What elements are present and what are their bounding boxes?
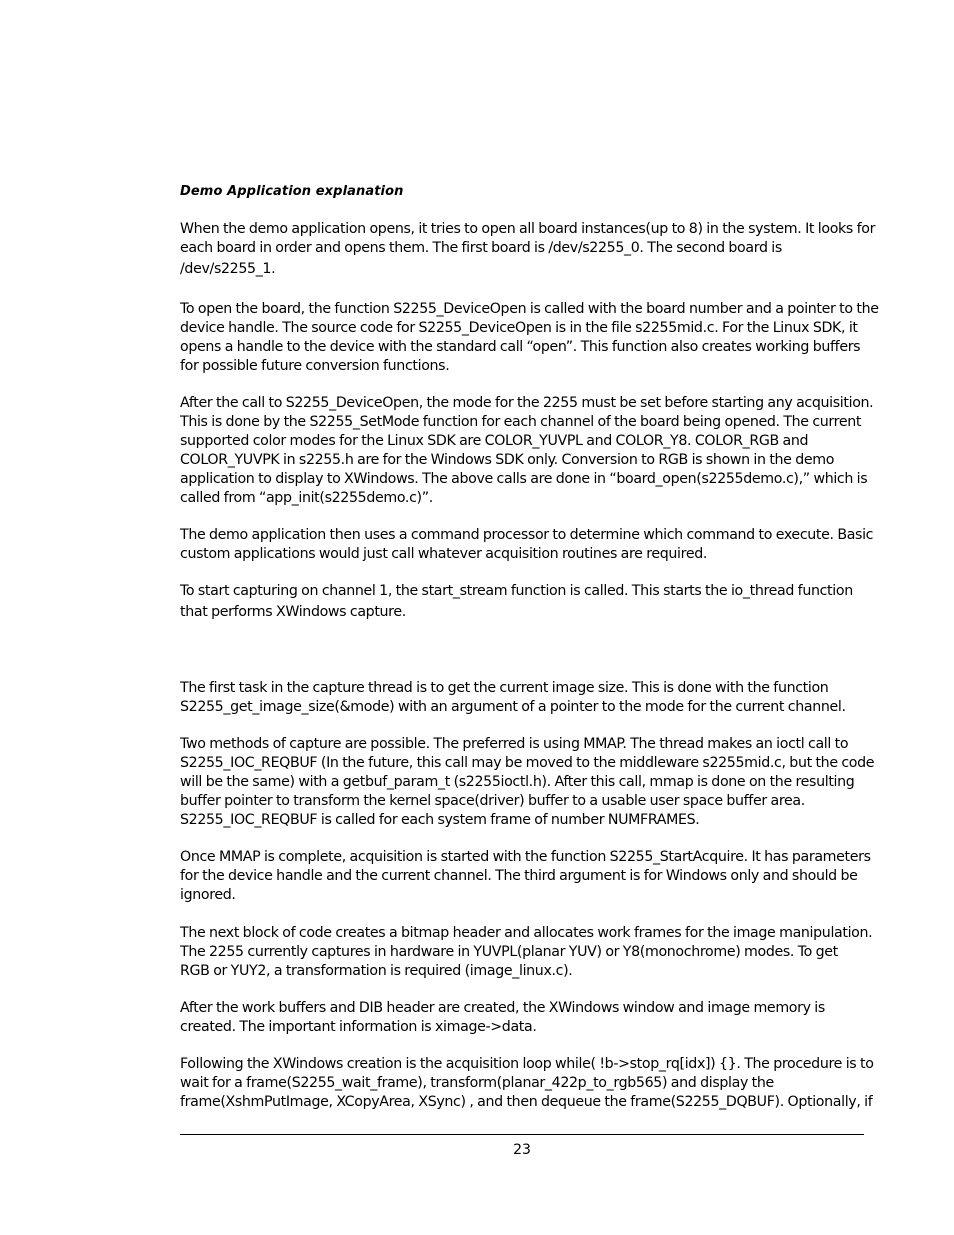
text-line: for the device handle and the current channel. The third argument is for Windows only and should be: [180, 868, 858, 884]
text-line: The next block of code creates a bitmap header and allocates work frames for the image manipulation.: [180, 925, 873, 941]
text-line: opens a handle to the device with the standard call “open”. This function also creates working buffers: [180, 339, 861, 355]
paragraph-capture-methods: [180, 735, 875, 830]
paragraph-set-mode: [180, 394, 874, 508]
text-line: application to display to XWindows. The above calls are done in “board_open(s2255demo.c),” which is: [180, 471, 868, 487]
text-line: S2255_get_image_size(&mode) with an argument of a pointer to the mode for the current channel.: [180, 699, 846, 715]
text-line: buffer pointer to transform the kernel space(driver) buffer to a usable user space buffer area.: [180, 793, 805, 809]
paragraph-start-acquire: [180, 848, 871, 905]
text-line: created. The important information is ximage->data.: [180, 1019, 537, 1035]
paragraph-acquisition-loop: [180, 1055, 874, 1112]
text-line: To open the board, the function S2255_DeviceOpen is called with the board number and a pointer to the: [180, 301, 879, 317]
section-heading: Demo Application explanation: [180, 184, 404, 199]
paragraph-start-stream: [180, 582, 868, 622]
text-line: /dev/s2255_1.: [180, 261, 276, 277]
text-line: To start capturing on channel 1, the start_stream function is called. This starts the io_thread function: [180, 583, 853, 599]
text-line: called from “app_init(s2255demo.c)”.: [180, 490, 433, 506]
text-line: After the call to S2255_DeviceOpen, the mode for the 2255 must be set before starting any acquisition.: [180, 395, 874, 411]
text-line: will be the same) with a getbuf_param_t (s2255ioctl.h). After this call, mmap is done on the resulting: [180, 774, 855, 790]
text-line: When the demo application opens, it tries to open all board instances(up to 8) in the system. It looks for: [180, 221, 876, 237]
text-line: This is done by the S2255_SetMode function for each channel of the board being opened. The current: [180, 414, 862, 430]
text-line: that performs XWindows capture.: [180, 604, 406, 620]
text-line: RGB or YUY2, a transformation is required (image_linux.c).: [180, 963, 573, 979]
text-line: Once MMAP is complete, acquisition is started with the function S2255_StartAcquire. It has parameters: [180, 849, 871, 865]
text-line: each board in order and opens them. The first board is /dev/s2255_0. The second board is: [180, 240, 782, 256]
text-line: device handle. The source code for S2255_DeviceOpen is in the file s2255mid.c. For the Linux SDK, it: [180, 320, 858, 336]
text-line: The demo application then uses a command processor to determine which command to execute. Basic: [180, 527, 874, 543]
text-line: COLOR_YUVPK in s2255.h are for the Windows SDK only. Conversion to RGB is shown in the demo: [180, 452, 835, 468]
paragraph-bitmap-header: [180, 924, 873, 981]
paragraph-image-size: [180, 679, 868, 717]
text-line: custom applications would just call whatever acquisition routines are required.: [180, 546, 708, 562]
text-line: S2255_IOC_REQBUF is called for each system frame of number NUMFRAMES.: [180, 812, 700, 828]
paragraph-xwindows-window: [180, 999, 868, 1037]
text-line: Two methods of capture are possible. The preferred is using MMAP. The thread makes an ioctl call to: [180, 736, 849, 752]
text-line: After the work buffers and DIB header are created, the XWindows window and image memory is: [180, 1000, 825, 1016]
paragraph-board-instances: [180, 220, 876, 279]
footer-divider: [180, 1134, 864, 1135]
text-line: The 2255 currently captures in hardware in YUVPL(planar YUV) or Y8(monochrome) modes. To get: [180, 944, 838, 960]
text-line: wait for a frame(S2255_wait_frame), transform(planar_422p_to_rgb565) and display the: [180, 1075, 774, 1091]
text-line: ignored.: [180, 887, 236, 903]
text-line: Following the XWindows creation is the acquisition loop while( !b->stop_rq[idx]) {}. The procedure is to: [180, 1056, 874, 1072]
text-line: supported color modes for the Linux SDK are COLOR_YUVPL and COLOR_Y8. COLOR_RGB and: [180, 433, 809, 449]
page-number: 23: [513, 1142, 531, 1158]
paragraph-command-processor: [180, 526, 874, 564]
text-line: S2255_IOC_REQBUF (In the future, this call may be moved to the middleware s2255mid.c, but the code: [180, 755, 875, 771]
text-line: The first task in the capture thread is to get the current image size. This is done with the function: [180, 680, 829, 696]
text-line: for possible future conversion functions.: [180, 358, 450, 374]
text-line: frame(XshmPutImage, XCopyArea, XSync) , and then dequeue the frame(S2255_DQBUF). Optionally, if: [180, 1094, 873, 1110]
paragraph-device-open: [180, 300, 879, 376]
